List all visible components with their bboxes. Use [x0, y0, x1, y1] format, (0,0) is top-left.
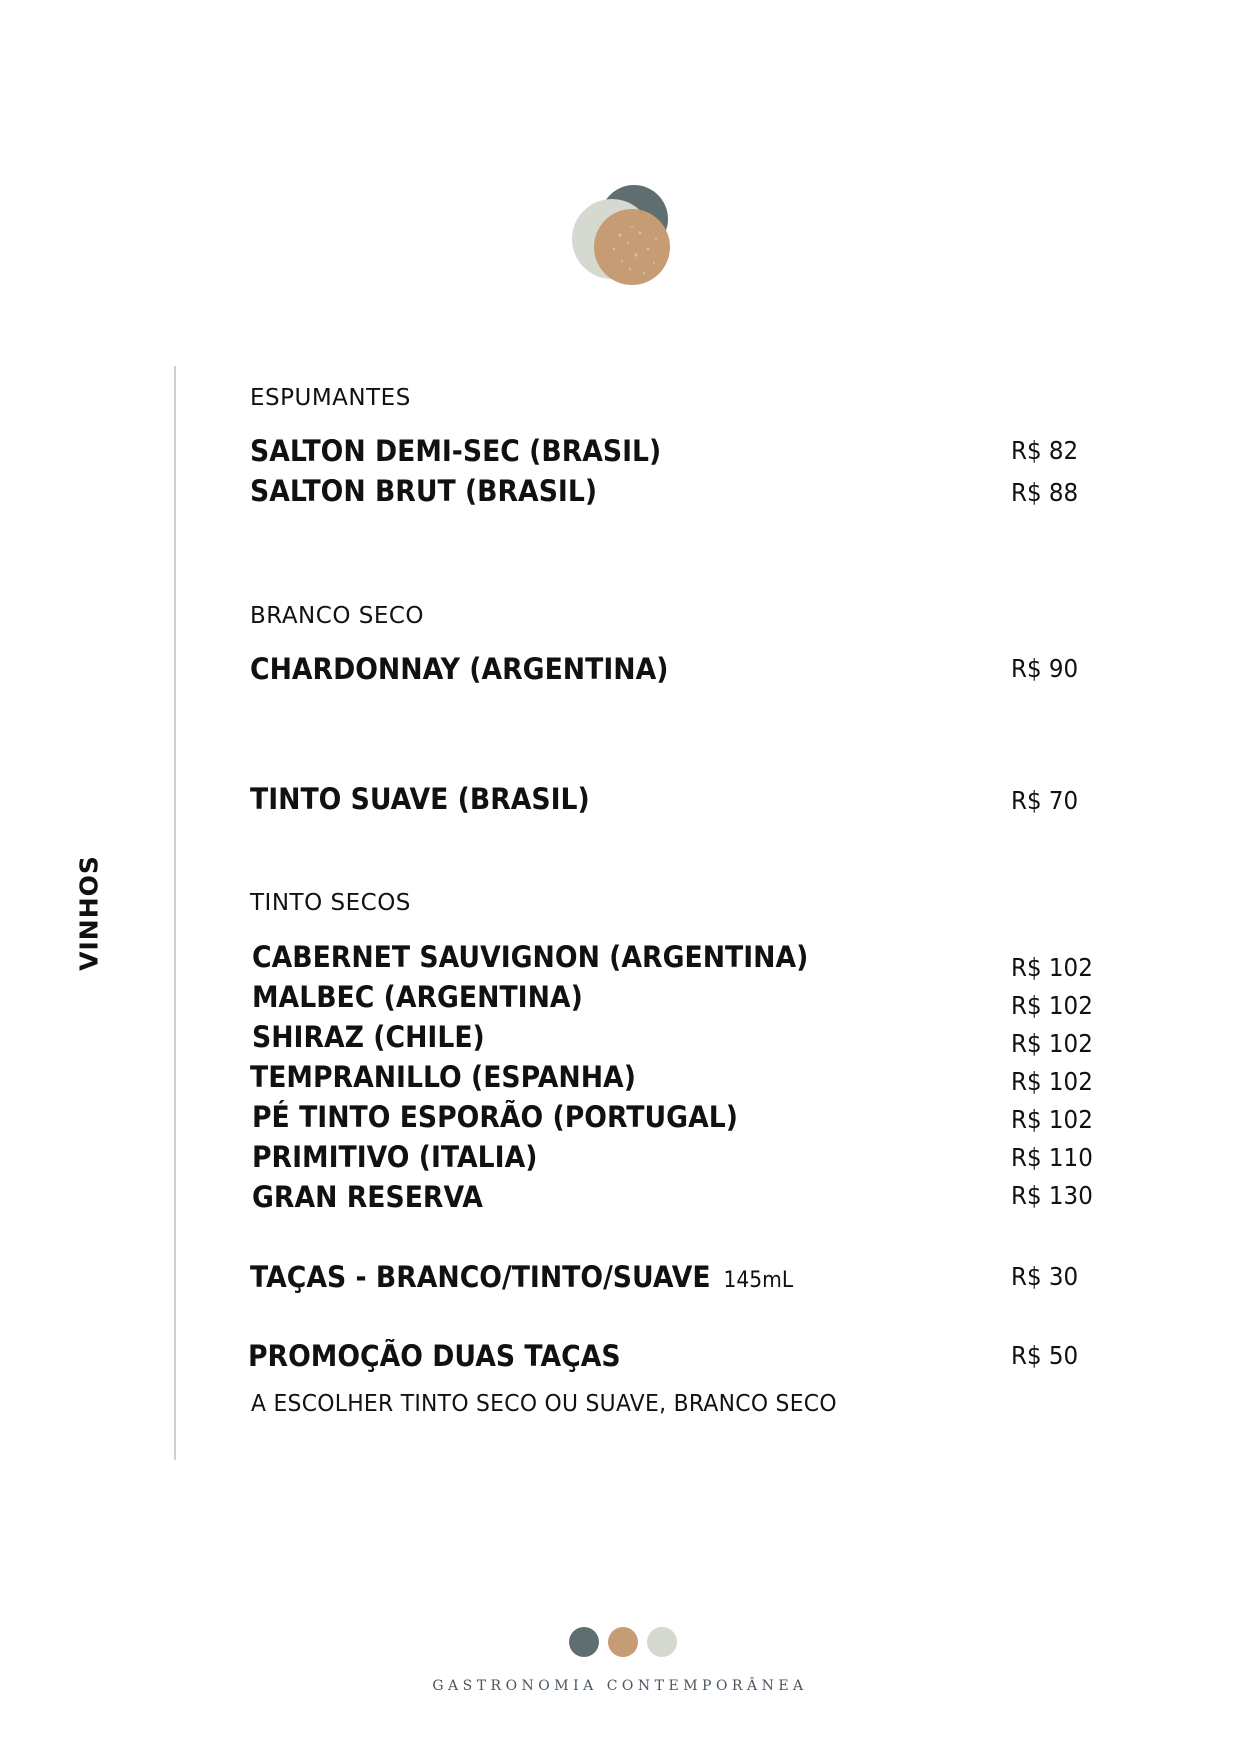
wine-item-price: R$ 102: [1011, 991, 1093, 1020]
wine-item-price: R$ 102: [1011, 1105, 1093, 1134]
wine-item-price: R$ 110: [1011, 1143, 1093, 1172]
footer-tan-dot: [608, 1627, 638, 1657]
glass-item-name: TAÇAS - BRANCO/TINTO/SUAVE: [250, 1260, 711, 1294]
footer-slate-dot: [569, 1627, 599, 1657]
wine-item-name: MALBEC (ARGENTINA): [252, 980, 583, 1014]
wine-item-price: R$ 82: [1011, 436, 1079, 465]
promo-note: A ESCOLHER TINTO SECO OU SUAVE, BRANCO SECO: [251, 1391, 837, 1417]
wine-item-name: TINTO SUAVE (BRASIL): [250, 782, 590, 816]
wine-item-name: CHARDONNAY (ARGENTINA): [250, 652, 669, 686]
wine-item-name: SALTON BRUT (BRASIL): [250, 474, 598, 508]
logo-tan-circle: [594, 209, 670, 285]
wine-item-name: SHIRAZ (CHILE): [252, 1020, 485, 1054]
section-title-tinto-secos: TINTO SECOS: [250, 890, 411, 916]
wine-item-price: R$ 130: [1011, 1181, 1093, 1210]
wine-item-price: R$ 70: [1011, 786, 1079, 815]
footer-dots-icon: [568, 1625, 680, 1659]
section-title-espumantes: ESPUMANTES: [250, 385, 411, 411]
wine-item-price: R$ 102: [1011, 953, 1093, 982]
wine-item-name: PÉ TINTO ESPORÃO (PORTUGAL): [252, 1100, 738, 1134]
wine-item-name: TEMPRANILLO (ESPANHA): [250, 1060, 636, 1094]
wine-item-name: GRAN RESERVA: [252, 1180, 483, 1214]
vertical-divider: [174, 366, 176, 1460]
wine-item-name: SALTON DEMI-SEC (BRASIL): [250, 434, 662, 468]
side-label: VINHOS: [74, 855, 104, 971]
wine-item-name: CABERNET SAUVIGNON (ARGENTINA): [252, 940, 809, 974]
glass-item-volume: 145mL: [723, 1268, 794, 1293]
promo-item-name: PROMOÇÃO DUAS TAÇAS: [248, 1339, 621, 1373]
glass-item: [250, 1257, 793, 1301]
promo-item-price: R$ 50: [1011, 1341, 1079, 1370]
wine-item-price: R$ 102: [1011, 1067, 1093, 1096]
wine-item-name: PRIMITIVO (ITALIA): [252, 1140, 538, 1174]
footer-sage-dot: [647, 1627, 677, 1657]
section-title-branco-seco: BRANCO SECO: [250, 603, 425, 629]
footer-tagline: GASTRONOMIA CONTEMPORÂNEA: [432, 1678, 808, 1694]
glass-item-price: R$ 30: [1011, 1262, 1079, 1291]
wine-item-price: R$ 90: [1011, 654, 1079, 683]
logo-circles-icon: [570, 183, 680, 293]
wine-item-price: R$ 102: [1011, 1029, 1093, 1058]
wine-item-price: R$ 88: [1011, 478, 1079, 507]
